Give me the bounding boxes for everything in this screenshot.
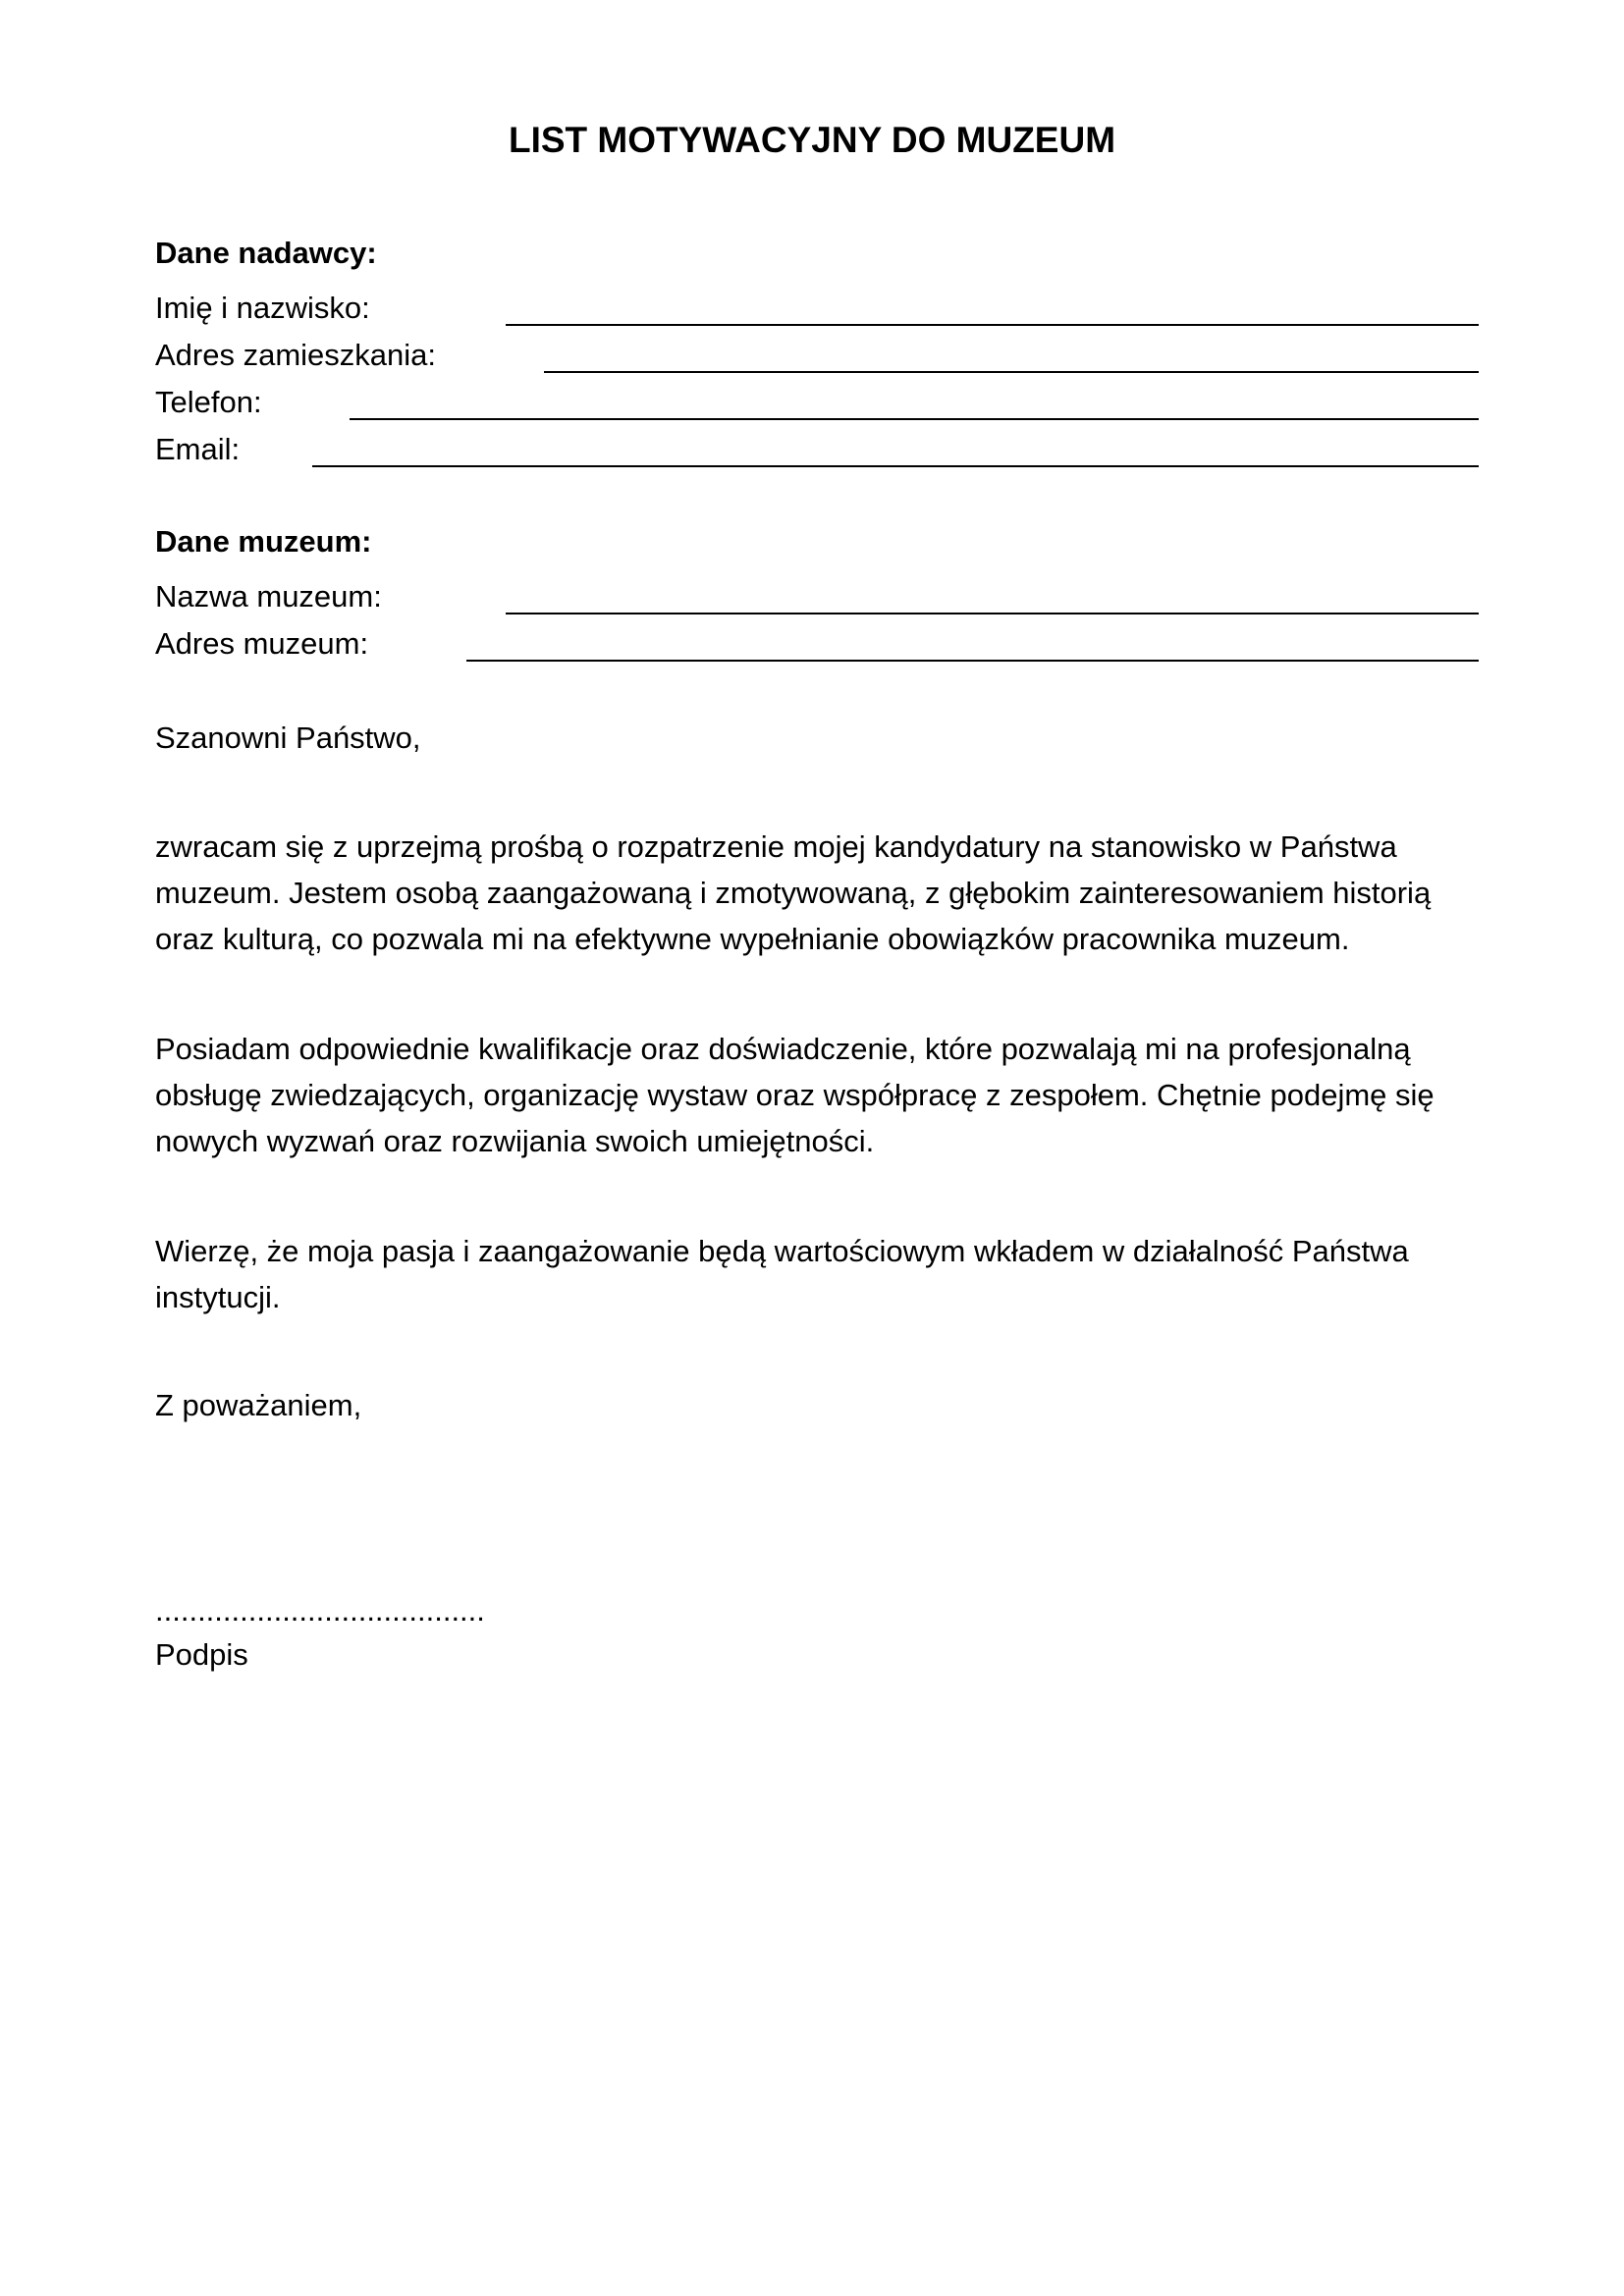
paragraph-line: Posiadam odpowiednie kwalifikacje oraz doświadczenie, które pozwalają mi na profesjonalną [155, 1032, 1411, 1066]
body-paragraph-1 [155, 824, 1490, 962]
closing: Z poważaniem, [155, 1388, 362, 1422]
sender-heading: Dane nadawcy: [155, 236, 377, 270]
sender-email-field[interactable] [155, 428, 1479, 471]
museum-address-label: Adres muzeum: [155, 626, 369, 661]
sender-address-line[interactable] [544, 371, 1479, 373]
paragraph-line: oraz kulturą, co pozwala mi na efektywne wypełnianie obowiązków pracownika muzeum. [155, 922, 1350, 956]
sender-email-label: Email: [155, 432, 241, 466]
sender-name-label: Imię i nazwisko: [155, 291, 370, 325]
museum-address-line[interactable] [466, 660, 1479, 662]
signature-label: Podpis [155, 1637, 248, 1672]
sender-email-line[interactable] [312, 465, 1479, 467]
paragraph-line: zwracam się z uprzejmą prośbą o rozpatrzenie mojej kandydatury na stanowisko w Państwa [155, 829, 1397, 864]
paragraph-line: Wierzę, że moja pasja i zaangażowanie będą wartościowym wkładem w działalność Państwa [155, 1234, 1409, 1268]
paragraph-line: muzeum. Jestem osobą zaangażowaną i zmotywowaną, z głębokim zainteresowaniem historią [155, 876, 1432, 910]
museum-name-field[interactable] [155, 575, 1479, 618]
museum-address-field[interactable] [155, 622, 1479, 666]
museum-name-line[interactable] [506, 613, 1479, 614]
body-paragraph-2 [155, 1026, 1490, 1164]
sender-name-field[interactable] [155, 287, 1479, 330]
paragraph-line: instytucji. [155, 1280, 281, 1314]
body-paragraph-3 [155, 1228, 1490, 1320]
sender-address-label: Adres zamieszkania: [155, 338, 437, 372]
sender-address-field[interactable] [155, 334, 1479, 377]
museum-heading: Dane muzeum: [155, 524, 372, 559]
signature-line[interactable]: ....................................... [155, 1593, 485, 1628]
greeting: Szanowni Państwo, [155, 721, 421, 755]
sender-name-line[interactable] [506, 324, 1479, 326]
paragraph-line: obsługę zwiedzających, organizację wystaw oraz współpracę z zespołem. Chętnie podejmę się [155, 1078, 1435, 1112]
sender-phone-line[interactable] [350, 418, 1479, 420]
paragraph-line: nowych wyzwań oraz rozwijania swoich umiejętności. [155, 1124, 875, 1158]
sender-phone-field[interactable] [155, 381, 1479, 424]
museum-name-label: Nazwa muzeum: [155, 579, 382, 614]
document-title: LIST MOTYWACYJNY DO MUZEUM [508, 120, 1116, 160]
sender-phone-label: Telefon: [155, 385, 262, 419]
